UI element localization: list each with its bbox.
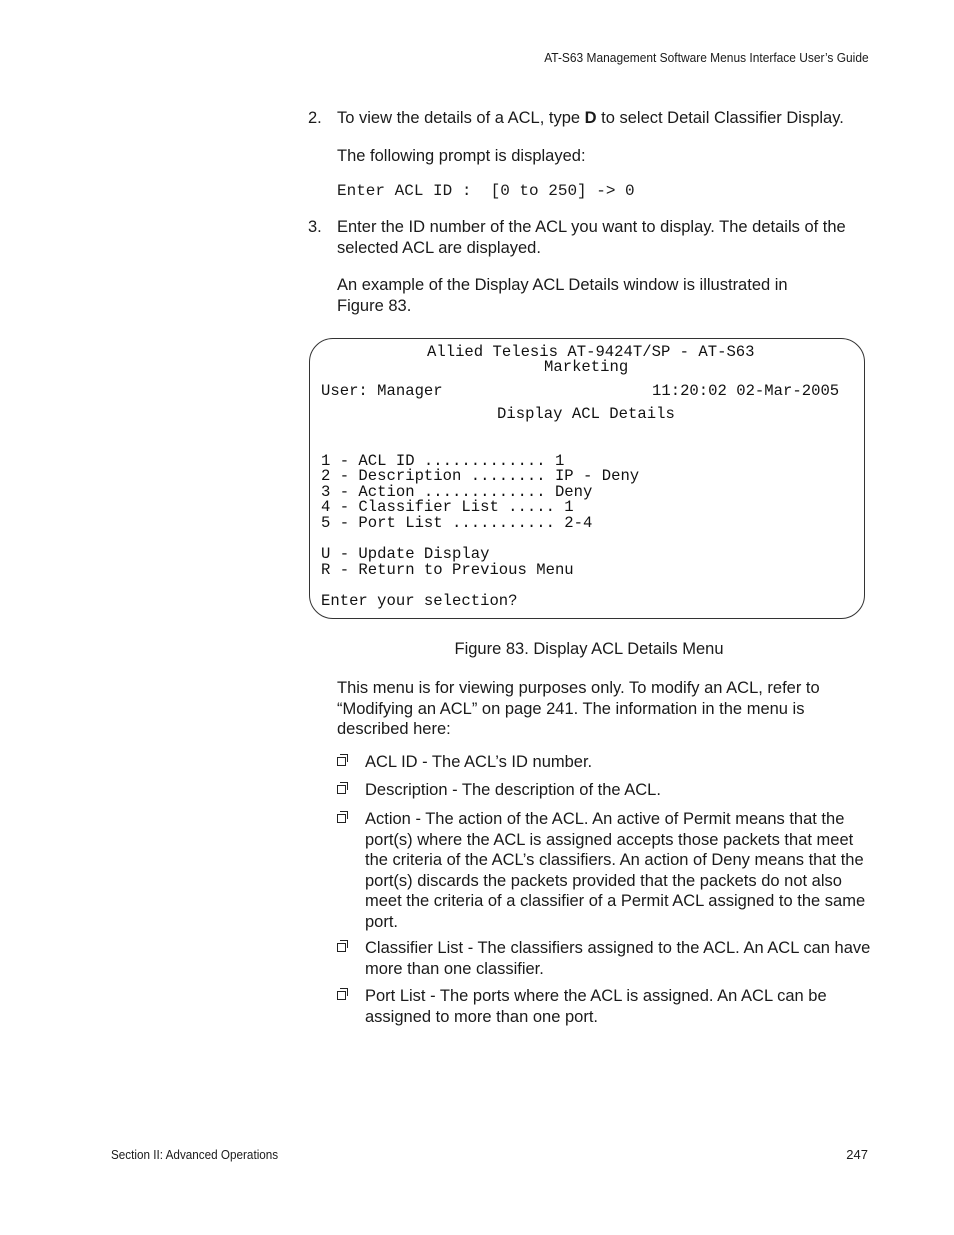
screen-datetime: 11:20:02 02-Mar-2005 [652,382,840,400]
step-3 [308,217,878,259]
menu-item-acl-id: 1 - ACL ID ............. 1 [321,452,565,470]
screen-menu-title: Display ACL Details [497,405,675,423]
step-number: 3. [308,218,322,236]
checkbox-bullet-icon [337,814,346,823]
prompt-intro: The following prompt is displayed: [337,147,586,165]
menu-option-return: R - Return to Previous Menu [321,561,574,579]
screen-subtitle: Marketing [544,358,629,376]
menu-item-port-list: 5 - Port List ........... 2-4 [321,514,593,532]
list-item: Description - The description of the ACL. [337,780,878,802]
intro-paragraph: This menu is for viewing purposes only. To modify an ACL, refer to “Modifying an ACL” on page 241. The information in the menu is described here: [337,679,820,738]
example-intro: An example of the Display ACL Details window is illustrated in Figure 83. [337,276,788,315]
menu-item-action: 3 - Action ............. Deny [321,483,593,501]
screen-prompt: Enter your selection? [321,592,518,610]
screen-user: User: Manager [321,382,443,400]
menu-item-description: 2 - Description ........ IP - Deny [321,467,640,485]
step-2 [308,108,878,130]
list-item: Action - The action of the ACL. An active of Permit means that the port(s) where the ACL is assigned accepts those packets that meet the criteria of the ACL’s classifiers. An action of Deny means that the port(s) discards the packets provided that the packets do not also meet the criteria of a classifier of a Permit ACL assigned to the same port. [337,809,878,933]
checkbox-bullet-icon [337,757,346,766]
checkbox-bullet-icon [337,785,346,794]
list-item: ACL ID - The ACL’s ID number. [337,752,878,774]
figure-caption: Figure 83. Display ACL Details Menu [454,640,724,658]
list-item: Port List - The ports where the ACL is assigned. An ACL can be assigned to more than one port. [337,986,878,1028]
terminal-screen [309,338,865,619]
step-text: To view the details of a ACL, type D to select Detail Classifier Display. [337,109,844,127]
menu-option-update: U - Update Display [321,545,490,563]
step-text: Enter the ID number of the ACL you want to display. The details of the selected ACL are displayed. [337,218,846,257]
checkbox-bullet-icon [337,943,346,952]
footer-section: Section II: Advanced Operations [111,1147,279,1162]
key-d: D [584,109,597,127]
list-item: Classifier List - The classifiers assigned to the ACL. An ACL can have more than one classifier. [337,938,878,980]
screen-title: Allied Telesis AT-9424T/SP - AT-S63 [427,343,755,361]
page-number: 247 [846,1147,868,1162]
step-number: 2. [308,109,322,127]
menu-item-classifier-list: 4 - Classifier List ..... 1 [321,498,574,516]
prompt-code: Enter ACL ID : [0 to 250] -> 0 [337,182,635,200]
checkbox-bullet-icon [337,991,346,1000]
running-header: AT-S63 Management Software Menus Interface User’s Guide [544,50,869,65]
